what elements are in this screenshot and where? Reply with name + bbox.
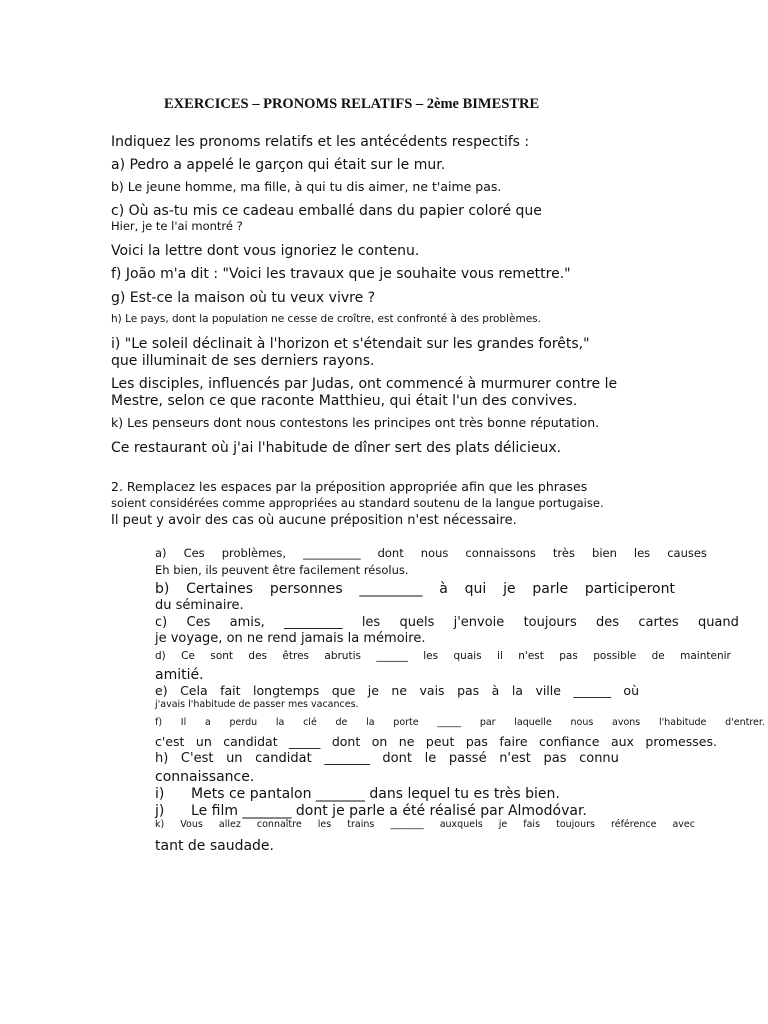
word: un [195, 734, 212, 749]
word: dont [331, 734, 361, 749]
word: confiance [539, 734, 600, 749]
part2-item-i: i) Mets ce pantalon _______ dans lequel tu es très bien. [155, 786, 560, 802]
part2-item-b-cont: du séminaire. [155, 598, 244, 613]
word: pas [543, 751, 567, 766]
word: peut [425, 734, 455, 749]
word: passé [448, 751, 487, 766]
part2-item-a [155, 547, 707, 560]
word: b) [155, 581, 170, 597]
word: la [366, 717, 375, 728]
part2-item-d [155, 650, 731, 662]
part1-line-j-cont: Mestre, selon ce que raconte Matthieu, qui était l'un des convives. [111, 393, 578, 409]
word: c'est [155, 734, 185, 749]
word: Il [180, 717, 187, 728]
word: sont [210, 650, 234, 662]
word: je [367, 683, 379, 698]
word: quand [697, 615, 739, 630]
part1-line-i-cont: que illuminait de ses derniers rayons. [111, 353, 375, 369]
word: porte [393, 717, 419, 728]
word: je [498, 819, 508, 830]
word: référence [611, 819, 657, 830]
word: Ces [186, 615, 211, 630]
word: à [439, 581, 448, 597]
part2-instruction-3: Il peut y avoir des cas où aucune préposition n'est nécessaire. [111, 513, 517, 528]
word: candidat [255, 751, 312, 766]
word: k) [155, 819, 165, 830]
part1-line-k: k) Les penseurs dont nous contestons les principes ont très bonne réputation. [111, 415, 600, 430]
word: connaissons [465, 546, 536, 560]
word: des [248, 650, 268, 662]
word: candidat [223, 734, 278, 749]
part2-item-b [155, 581, 675, 597]
word: un [226, 751, 243, 766]
word: quels [399, 615, 435, 630]
word: l'habitude [658, 717, 707, 728]
word: problèmes, [221, 546, 287, 560]
word: de [335, 717, 348, 728]
word: je [503, 581, 516, 597]
word: ne [391, 683, 408, 698]
word: parle [532, 581, 569, 597]
part1-line-c: c) Où as-tu mis ce cadeau emballé dans du papier coloré que [111, 203, 542, 219]
word: Cela [180, 683, 208, 698]
part2-item-k [155, 820, 695, 831]
part2-item-g [155, 735, 717, 749]
part2-instruction-2: soient considérées comme appropriées au standard soutenu de la langue portugaise. [111, 496, 604, 510]
word: aux [610, 734, 634, 749]
word: pas [465, 734, 488, 749]
word: où [623, 683, 639, 698]
word: avons [612, 717, 641, 728]
word: toujours [523, 615, 577, 630]
part1-line-e: Voici la lettre dont vous ignoriez le contenu. [111, 243, 420, 259]
part1-line-c-cont: Hier, je te l'ai montré ? [111, 219, 243, 233]
part2-item-a-cont: Eh bien, ils peuvent être facilement résolus. [155, 563, 409, 577]
word: a) [155, 546, 167, 560]
word: amis, [229, 615, 265, 630]
word: causes [667, 546, 707, 560]
word: avec [672, 819, 695, 830]
word: abrutis [324, 650, 361, 662]
word: _______ [390, 819, 424, 830]
word: on [371, 734, 388, 749]
word: pas [457, 683, 480, 698]
word: très [552, 546, 575, 560]
word: les [633, 546, 651, 560]
word: possible [593, 650, 637, 662]
part1-line-a: a) Pedro a appelé le garçon qui était sur le mur. [111, 157, 446, 173]
part1-instruction: Indiquez les pronoms relatifs et les antécédents respectifs : [111, 134, 530, 150]
word: _____ [437, 717, 462, 728]
word: toujours [556, 819, 595, 830]
part1-line-i: i) "Le soleil déclinait à l'horizon et s'étendait sur les grandes forêts," [111, 336, 590, 352]
part2-item-k-cont: tant de saudade. [155, 838, 274, 854]
word: faire [499, 734, 528, 749]
word: il [497, 650, 503, 662]
part2-instruction-1: 2. Remplacez les espaces par la préposition appropriée afin que les phrases [111, 479, 588, 494]
word: allez [218, 819, 241, 830]
word: personnes [269, 581, 343, 597]
word: la [511, 683, 523, 698]
word: j'envoie [453, 615, 505, 630]
word: ______ [376, 650, 408, 662]
word: Certaines [186, 581, 254, 597]
part1-line-j: Les disciples, influencés par Judas, ont commencé à murmurer contre le [111, 376, 618, 392]
word: ______ [573, 683, 611, 698]
part2-item-e [155, 684, 639, 698]
word: h) [155, 751, 169, 766]
part2-item-c-cont: je voyage, on ne rend jamais la mémoire. [155, 631, 426, 646]
part2-item-c [155, 616, 739, 631]
word: e) [155, 683, 168, 698]
part2-item-h [155, 752, 619, 767]
word: Ces [183, 546, 205, 560]
word: fait [220, 683, 241, 698]
word: auxquels [439, 819, 483, 830]
word: Vous [180, 819, 203, 830]
word: les [317, 819, 332, 830]
word: les [423, 650, 439, 662]
word: les [361, 615, 381, 630]
word: _______ [324, 751, 370, 766]
word: connu [579, 751, 619, 766]
word: clé [303, 717, 317, 728]
word: à [491, 683, 500, 698]
word: n'est [518, 650, 544, 662]
word: cartes [638, 615, 679, 630]
word: n'est [499, 751, 531, 766]
word: êtres [282, 650, 309, 662]
part1-line-h: h) Le pays, dont la population ne cesse de croître, est confronté à des problèmes. [111, 313, 541, 325]
word: __________ [303, 546, 361, 560]
part2-item-e-cont: j'avais l'habitude de passer mes vacances. [155, 699, 359, 710]
part1-line-b: b) Le jeune homme, ma fille, à qui tu dis aimer, ne t'aime pas. [111, 179, 502, 194]
word: _____ [289, 734, 321, 749]
word: la [275, 717, 285, 728]
word: laquelle [514, 717, 552, 728]
word: connaître [256, 819, 302, 830]
word: C'est [180, 751, 214, 766]
word: longtemps [253, 683, 320, 698]
word: Ce [181, 650, 195, 662]
word: maintenir [680, 650, 731, 662]
word: pas [559, 650, 578, 662]
word: _________ [359, 581, 423, 597]
word: d) [155, 650, 166, 662]
word: d'entrer. [725, 717, 765, 728]
word: c) [155, 615, 168, 630]
word: participeront [584, 581, 675, 597]
word: perdu [229, 717, 258, 728]
word: _________ [284, 615, 343, 630]
part1-line-g: g) Est-ce la maison où tu veux vivre ? [111, 290, 376, 306]
word: nous [570, 717, 594, 728]
word: que [331, 683, 356, 698]
word: promesses. [645, 734, 717, 749]
word: fais [523, 819, 541, 830]
part2-item-f [155, 718, 765, 729]
word: de [651, 650, 665, 662]
word: a [204, 717, 211, 728]
part2-item-h-cont: connaissance. [155, 769, 255, 785]
part2-item-d-cont: amitié. [155, 667, 204, 683]
word: bien [592, 546, 617, 560]
word: des [596, 615, 620, 630]
word: dont [377, 546, 404, 560]
word: trains [347, 819, 375, 830]
word: f) [155, 717, 163, 728]
part1-line-l: Ce restaurant où j'ai l'habitude de dîner sert des plats délicieux. [111, 440, 562, 456]
part2-item-j: j) Le film _______ dont je parle a été réalisé par Almodóvar. [155, 803, 587, 819]
word: par [479, 717, 496, 728]
word: dont [382, 751, 412, 766]
part1-line-f: f) João m'a dit : "Voici les travaux que je souhaite vous remettre." [111, 266, 571, 282]
word: ville [535, 683, 561, 698]
word: quais [453, 650, 482, 662]
word: vais [419, 683, 445, 698]
word: nous [420, 546, 449, 560]
word: ne [398, 734, 415, 749]
word: le [424, 751, 437, 766]
word: qui [464, 581, 487, 597]
page-title: EXERCICES – PRONOMS RELATIFS – 2ème BIMESTRE [164, 96, 540, 112]
